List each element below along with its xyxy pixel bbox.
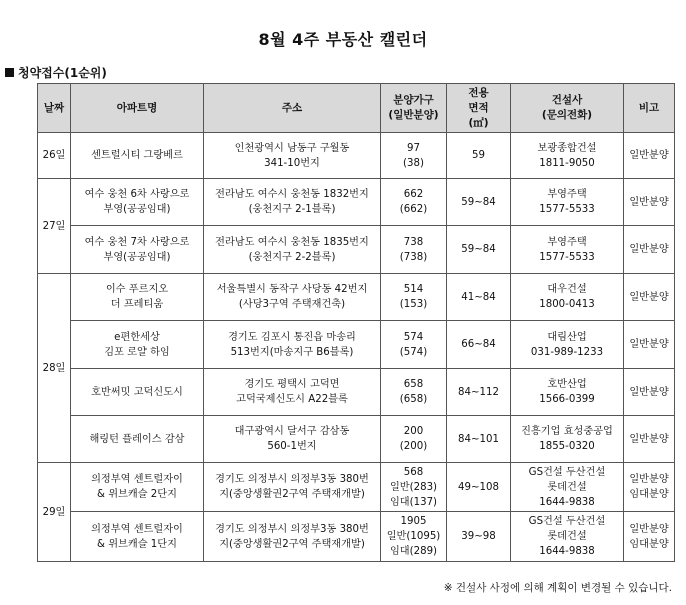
header-builder-line: 건설사 (551, 94, 583, 106)
calendar-table (37, 83, 675, 562)
apartment-cell (71, 179, 204, 226)
builder-cell (511, 512, 624, 562)
units-cell (381, 226, 447, 274)
area-cell: 84~112 (447, 369, 511, 416)
units-cell (381, 369, 447, 416)
address-cell (204, 321, 381, 369)
cell-line: 일반분양 (629, 433, 669, 445)
cell-line: 전라남도 여수시 웅천동 1832번지 (215, 189, 369, 200)
cell-line: 662 (403, 189, 424, 200)
units-cell (381, 416, 447, 463)
note-cell (624, 512, 675, 562)
header-builder-line: (문의전화) (541, 109, 593, 121)
cell-line: 일반분양 (629, 244, 669, 255)
cell-line: 보광종합건설 (537, 142, 597, 154)
section-label: 청약접수(1순위) (18, 66, 107, 80)
cell-line: (662) (399, 204, 428, 215)
cell-line: & 위브캐슬 2단지 (97, 489, 177, 500)
cell-line: 더 프레티움 (110, 299, 164, 310)
cell-line: 대구광역시 달서구 감삼동 (234, 426, 350, 437)
cell-line: 호반써밋 고덕신도시 (91, 386, 183, 398)
note-cell (624, 369, 675, 416)
cell-line: 이수 푸르지오 (105, 284, 169, 295)
header-units (381, 84, 447, 133)
cell-line: 진흥기업 효성중공업 (521, 426, 613, 437)
apartment-cell (71, 321, 204, 369)
cell-line: (웅천지구 2-2블록) (248, 251, 336, 263)
cell-line: e편한세상 (114, 331, 160, 343)
cell-line: 부영주택 (547, 189, 587, 200)
table-row (38, 512, 675, 562)
cell-line: 경기도 의정부시 의정부3동 380번 (215, 523, 369, 535)
cell-line: 부영(공공임대) (103, 251, 171, 263)
cell-line: 031-989-1233 (530, 346, 604, 358)
note-cell (624, 226, 675, 274)
cell-line: 341-10번지 (264, 157, 320, 169)
cell-line: 568 (403, 466, 424, 478)
table-row (38, 226, 675, 274)
cell-line: 1577-5533 (539, 251, 595, 263)
area-cell: 49~108 (447, 463, 511, 512)
cell-line: 롯데건설 (547, 481, 587, 493)
cell-line: 의정부역 센트럴자이 (91, 474, 183, 485)
cell-line: 임대(289) (389, 546, 438, 557)
table-row (38, 321, 675, 369)
cell-line: 1644-9838 (539, 546, 595, 557)
cell-line: (웅천지구 2-1블록) (248, 204, 336, 215)
header-date: 날짜 (38, 84, 71, 133)
header-area-line: (㎡) (468, 116, 489, 129)
cell-line: 인천광역시 남동구 구월동 (234, 142, 350, 154)
apartment-cell (71, 416, 204, 463)
cell-line: 롯데건설 (547, 531, 587, 542)
cell-line: 1566-0399 (539, 394, 595, 405)
header-row (38, 84, 675, 133)
cell-line: 일반분양 (629, 196, 669, 208)
cell-line: 658 (403, 379, 424, 390)
note-cell (624, 416, 675, 463)
cell-line: 고덕국제신도시 A22블록 (236, 394, 348, 405)
header-apartment: 아파트명 (71, 84, 204, 133)
address-cell (204, 274, 381, 321)
cell-line: 전라남도 여수시 웅천동 1835번지 (215, 236, 369, 248)
cell-line: 일반분양 (629, 523, 669, 535)
cell-line: 200 (403, 426, 424, 437)
cell-line: 514 (403, 284, 424, 295)
header-note: 비고 (624, 84, 675, 133)
cell-line: GS건설 두산건설 (528, 516, 606, 527)
cell-line: 김포 로얄 하임 (104, 346, 170, 358)
cell-line: 1811-9050 (539, 157, 595, 169)
note-cell (624, 179, 675, 226)
builder-cell (511, 133, 624, 179)
cell-line: 일반(1095) (386, 531, 441, 542)
cell-line: (153) (399, 299, 428, 310)
cell-line: 1800-0413 (539, 299, 595, 310)
cell-line: (658) (399, 394, 428, 405)
address-cell (204, 512, 381, 562)
cell-line: 대우건설 (547, 284, 587, 295)
cell-line: 일반분양 (629, 291, 669, 303)
units-cell (381, 463, 447, 512)
table-row (38, 133, 675, 179)
builder-cell (511, 416, 624, 463)
apartment-cell (71, 133, 204, 179)
builder-cell (511, 179, 624, 226)
area-cell: 59 (447, 133, 511, 179)
builder-cell (511, 226, 624, 274)
cell-line: 1644-9838 (539, 496, 595, 508)
cell-line: 1577-5533 (539, 204, 595, 215)
page-title: 8월 4주 부동산 캘린더 (258, 30, 428, 49)
cell-line: 서울특별시 동작구 사당동 42번지 (216, 284, 368, 295)
units-cell (381, 133, 447, 179)
table-row (38, 463, 675, 512)
builder-cell (511, 369, 624, 416)
square-bullet-icon (5, 68, 14, 77)
cell-line: 일반분양 (629, 386, 669, 398)
area-cell: 39~98 (447, 512, 511, 562)
note-cell (624, 463, 675, 512)
cell-line: 일반분양 (629, 474, 669, 485)
cell-line: 97 (407, 142, 420, 154)
units-cell (381, 179, 447, 226)
apartment-cell (71, 274, 204, 321)
date-cell: 26일 (38, 133, 71, 179)
header-address: 주소 (204, 84, 381, 133)
header-area (447, 84, 511, 133)
cell-line: 일반분양 (629, 339, 669, 350)
cell-line: 대림산업 (547, 331, 587, 343)
section-heading (5, 64, 107, 81)
apartment-cell (71, 369, 204, 416)
note-cell (624, 321, 675, 369)
area-cell: 66~84 (447, 321, 511, 369)
header-builder (511, 84, 624, 133)
apartment-cell (71, 512, 204, 562)
cell-line: 지(중앙생활권2구역 주택재개발) (219, 489, 365, 500)
header-area-line: 전용 (468, 86, 489, 99)
address-cell (204, 133, 381, 179)
cell-line: 해링턴 플레이스 감삼 (89, 433, 185, 445)
cell-line: 경기도 의정부시 의정부3동 380번 (215, 474, 369, 485)
cell-line: 513번지(마송지구 B6블록) (230, 346, 354, 358)
cell-line: 센트럴시티 그랑베르 (91, 150, 183, 161)
header-units-line: (일반분양) (388, 109, 439, 121)
date-cell: 28일 (38, 274, 71, 463)
header-units-line: 분양가구 (393, 94, 434, 106)
cell-line: (200) (399, 441, 428, 452)
table-row (38, 274, 675, 321)
header-area-line: 면적 (468, 101, 489, 114)
units-cell (381, 274, 447, 321)
address-cell (204, 463, 381, 512)
cell-line: 임대(137) (389, 496, 438, 508)
cell-line: & 위브캐슬 1단지 (97, 538, 177, 550)
note-cell (624, 274, 675, 321)
units-cell (381, 512, 447, 562)
note-cell (624, 133, 675, 179)
table-row (38, 416, 675, 463)
builder-cell (511, 321, 624, 369)
cell-line: 부영주택 (547, 236, 587, 248)
cell-line: 574 (403, 331, 424, 343)
date-cell: 29일 (38, 463, 71, 562)
apartment-cell (71, 226, 204, 274)
footnote: ※ 건설사 사정에 의해 계획이 변경될 수 있습니다. (443, 582, 672, 594)
cell-line: 경기도 평택시 고덕면 (244, 379, 340, 390)
cell-line: 738 (403, 236, 424, 248)
table-row (38, 369, 675, 416)
cell-line: 일반분양 (629, 150, 669, 161)
cell-line: 1855-0320 (539, 441, 595, 452)
cell-line: 부영(공공임대) (103, 204, 171, 215)
cell-line: 지(중앙생활권2구역 주택재개발) (219, 538, 365, 550)
area-cell: 59~84 (447, 179, 511, 226)
cell-line: 경기도 김포시 통진읍 마송리 (228, 331, 356, 343)
cell-line: 여수 웅천 6차 사랑으로 (84, 189, 190, 200)
address-cell (204, 369, 381, 416)
apartment-cell (71, 463, 204, 512)
cell-line: GS건설 두산건설 (528, 466, 606, 478)
address-cell (204, 226, 381, 274)
cell-line: 560-1번지 (267, 441, 317, 452)
cell-line: 1905 (400, 516, 427, 527)
builder-cell (511, 274, 624, 321)
cell-line: 의정부역 센트럴자이 (91, 523, 183, 535)
address-cell (204, 416, 381, 463)
cell-line: 임대분양 (629, 489, 669, 500)
builder-cell (511, 463, 624, 512)
cell-line: 일반(283) (389, 481, 438, 493)
cell-line: (38) (403, 157, 424, 169)
cell-line: (574) (399, 346, 428, 358)
cell-line: 여수 웅천 7차 사랑으로 (84, 236, 190, 248)
table-row (38, 179, 675, 226)
date-cell: 27일 (38, 179, 71, 274)
units-cell (381, 321, 447, 369)
cell-line: (738) (399, 251, 428, 263)
cell-line: 임대분양 (629, 538, 669, 550)
address-cell (204, 179, 381, 226)
area-cell: 84~101 (447, 416, 511, 463)
cell-line: 호반산업 (547, 379, 587, 390)
cell-line: (사당3구역 주택재건축) (238, 299, 346, 310)
area-cell: 41~84 (447, 274, 511, 321)
area-cell: 59~84 (447, 226, 511, 274)
